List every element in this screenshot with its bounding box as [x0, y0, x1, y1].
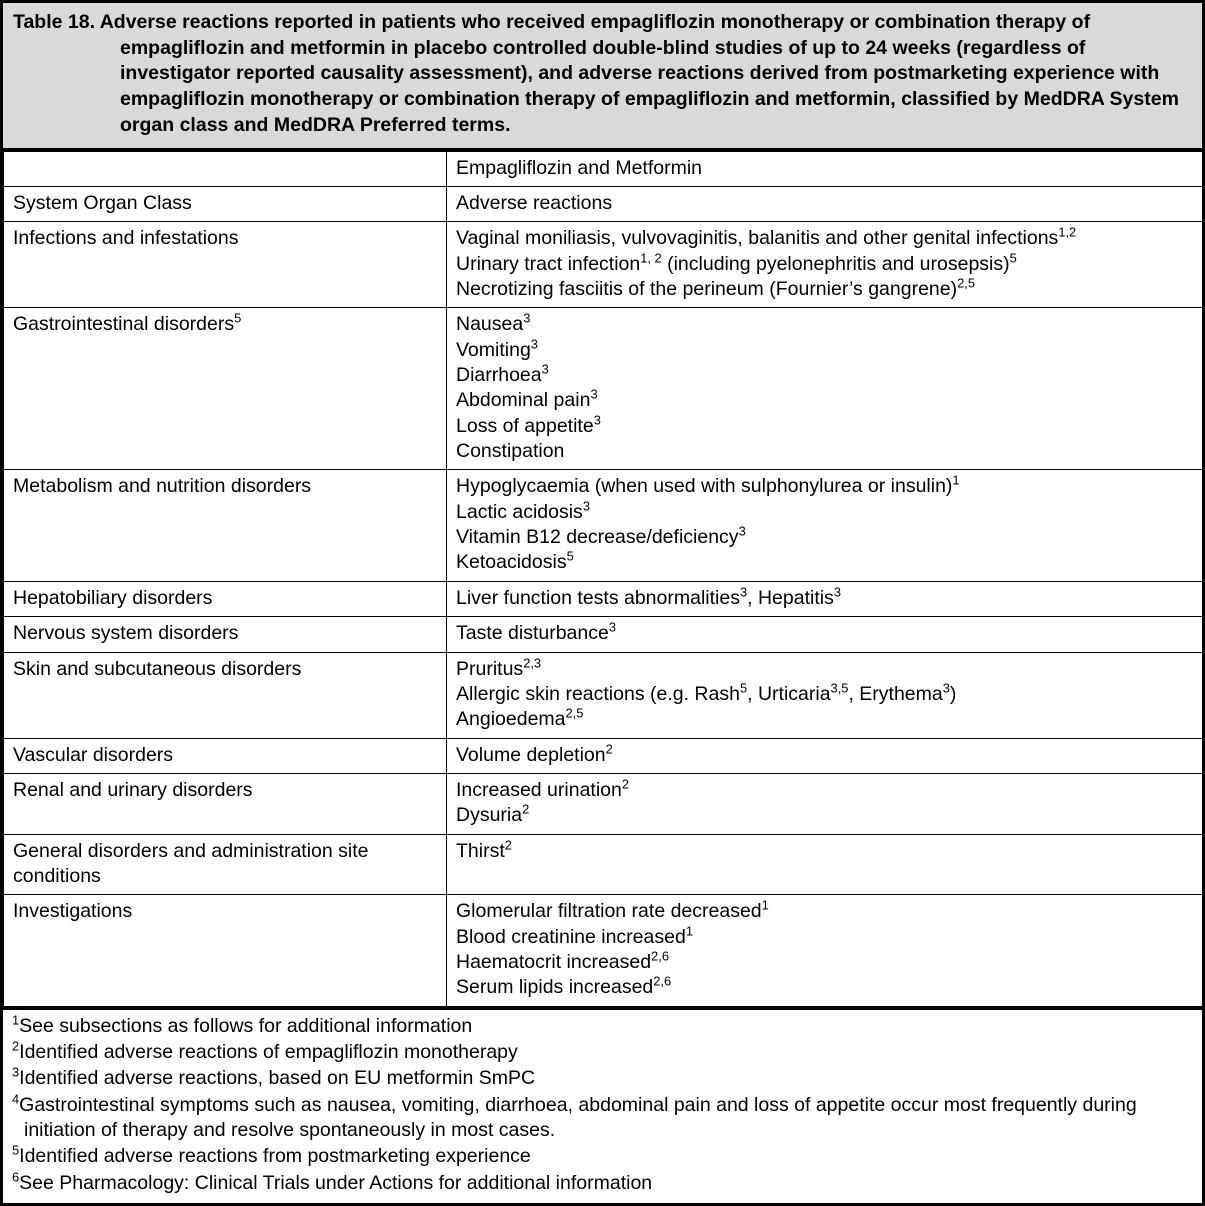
table-row: [4, 652, 1203, 738]
header-row-group: [4, 151, 1203, 186]
footnote-item: [12, 1040, 1192, 1065]
table-caption-body: Adverse reactions reported in patients who received empagliflozin monotherapy or combination therapy of empagliflozin and metformin in placebo controlled double-blind studies of up to 24 weeks (regardless of investigator reported causality assessment), and adverse reactions derived from postmarketing experience with empagliflozin monotherapy or combination therapy of empagliflozin and metformin, classified by MedDRA System organ class and MedDRA Preferred terms.: [99, 11, 1179, 136]
superscript-marker: 3: [833, 584, 841, 600]
adverse-reaction-item: Lactic acidosis$^3$: [456, 498, 590, 523]
header-system-organ-class: System Organ Class: [4, 187, 447, 222]
system-organ-class-label: Infections and infestations: [13, 227, 239, 250]
footnote-text: Gastrointestinal symptoms such as nausea, vomiting, diarrhoea, abdominal pain and loss of appetite occur most frequently during initiation of therapy and resolve spontaneously in most cases.: [19, 1093, 1137, 1142]
superscript-marker: 3: [541, 361, 549, 377]
superscript-marker: 5: [566, 548, 574, 564]
superscript-marker: 5: [739, 680, 748, 696]
adverse-reactions-cell: [447, 895, 1203, 1006]
superscript-marker: 3: [608, 619, 616, 635]
superscript-marker: 2,5: [957, 275, 975, 291]
adverse-reaction-item: Ketoacidosis$^5$: [456, 548, 574, 574]
superscript-marker: 3: [582, 498, 590, 514]
adverse-reaction-item: Abdominal pain$^3$: [456, 386, 598, 412]
adverse-reaction-item: Nausea$^3$: [456, 310, 531, 336]
system-organ-class-label: Vascular disorders: [13, 743, 174, 766]
table-row: [4, 581, 1203, 616]
system-organ-class-cell: [4, 222, 447, 308]
system-organ-class-label: Renal and urinary disorders: [13, 778, 253, 801]
table-caption-label: Table 18.: [13, 11, 96, 33]
footnote-text: Identified adverse reactions from postmarketing experience: [19, 1145, 531, 1168]
superscript-marker: 5: [12, 1142, 20, 1158]
adverse-reaction-item: Increased urination$^2$: [456, 776, 630, 801]
system-organ-class-cell: [4, 773, 447, 834]
footnote-item: [12, 1066, 1192, 1091]
table-head: [4, 151, 1203, 222]
adverse-reaction-item: Vitamin B12 decrease/deficiency$^3$: [456, 523, 746, 549]
table-row: [4, 470, 1203, 581]
superscript-marker: 3: [12, 1064, 20, 1080]
superscript-marker: 3: [738, 523, 746, 539]
superscript-marker: 2: [522, 801, 530, 817]
system-organ-class-label: Nervous system disorders: [13, 622, 239, 645]
header-group-title: Empagliflozin and Metformin: [447, 151, 1203, 186]
system-organ-class-cell: [4, 617, 447, 652]
superscript-marker: 6: [12, 1169, 20, 1185]
superscript-marker: 3,5: [830, 680, 849, 696]
system-organ-class-label: Hepatobiliary disorders: [13, 586, 213, 609]
adverse-reactions-cell: [447, 834, 1203, 895]
adverse-reaction-item: Loss of appetite$^3$: [456, 412, 601, 437]
adverse-reaction-item: Liver function tests abnormalities$^3$, Hepatitis$^3$: [456, 584, 841, 609]
superscript-marker: 5: [234, 310, 242, 326]
adverse-reactions-cell: [447, 652, 1203, 738]
adverse-reaction-item: Haematocrit increased$^{2,6}$: [456, 948, 669, 973]
footnote-text: See Pharmacology: Clinical Trials under Actions for additional information: [19, 1171, 653, 1194]
superscript-marker: 2,3: [523, 655, 542, 671]
superscript-marker: 2: [504, 837, 512, 853]
table-row: [4, 308, 1203, 470]
system-organ-class-cell: [4, 470, 447, 581]
system-organ-class-label: Skin and subcutaneous disorders: [13, 657, 302, 680]
adverse-reaction-item: Serum lipids increased$^{2,6}$: [456, 973, 672, 999]
adverse-reaction-item: Pruritus$^{2,3}$: [456, 655, 542, 680]
adverse-reactions-cell: [447, 222, 1203, 308]
adverse-reactions-cell: [447, 581, 1203, 616]
table-row: [4, 834, 1203, 895]
superscript-marker: 1, 2: [640, 250, 662, 266]
superscript-marker: 4: [12, 1091, 20, 1107]
table-row: [4, 895, 1203, 1006]
adverse-reaction-item: Glomerular filtration rate decreased$^1$: [456, 897, 769, 923]
adverse-reaction-item: Constipation: [456, 440, 565, 463]
adverse-reaction-item: Urinary tract infection$^{1, 2}$ (including pyelonephritis and urosepsis)$^5$: [456, 250, 1017, 275]
adverse-reaction-item: Blood creatinine increased$^1$: [456, 923, 693, 948]
system-organ-class-cell: [4, 895, 447, 1006]
footnote-text: Identified adverse reactions of empagliflozin monotherapy: [19, 1040, 518, 1063]
adverse-reaction-item: Volume depletion$^2$: [456, 741, 613, 766]
adverse-reaction-item: Vaginal moniliasis, vulvovaginitis, balanitis and other genital infections$^{1,2}$: [456, 224, 1077, 250]
adverse-reaction-item: Taste disturbance$^3$: [456, 619, 616, 645]
table-caption: [3, 3, 1202, 151]
adverse-reactions-table: [3, 151, 1203, 1007]
system-organ-class-cell: [4, 308, 447, 470]
adverse-reaction-item: Diarrhoea$^3$: [456, 361, 549, 387]
adverse-reaction-item: Hypoglycaemia (when used with sulphonylurea or insulin)$^1$: [456, 472, 960, 498]
system-organ-class-cell: [4, 652, 447, 738]
footnote-text: See subsections as follows for additional information: [19, 1014, 473, 1037]
superscript-marker: 3: [593, 412, 601, 428]
table-row: [4, 773, 1203, 834]
superscript-marker: 5: [1009, 250, 1017, 266]
superscript-marker: 2: [605, 741, 613, 757]
adverse-reactions-cell: [447, 470, 1203, 581]
superscript-marker: 1,2: [1058, 224, 1077, 240]
footnote-item: [12, 1171, 1192, 1196]
header-blank-cell: [4, 151, 447, 186]
header-adverse-reactions: Adverse reactions: [447, 187, 1203, 222]
superscript-marker: 2,6: [653, 973, 672, 989]
superscript-marker: 3: [523, 310, 531, 326]
superscript-marker: 2,5: [565, 705, 584, 721]
table-row: [4, 617, 1203, 652]
system-organ-class-label: Investigations: [13, 900, 133, 923]
superscript-marker: 3: [942, 680, 950, 696]
adverse-reaction-item: Allergic skin reactions (e.g. Rash$^5$, Urticaria$^{3,5}$, Erythema$^3$): [456, 680, 957, 705]
adverse-reaction-item: Dysuria$^2$: [456, 801, 530, 827]
adverse-reaction-item: Thirst$^2$: [456, 837, 512, 862]
system-organ-class-cell: [4, 738, 447, 773]
table-row: [4, 738, 1203, 773]
superscript-marker: 1: [685, 923, 693, 939]
adverse-reaction-item: Angioedema$^{2,5}$: [456, 705, 584, 731]
system-organ-class-cell: [4, 581, 447, 616]
superscript-marker: 3: [739, 584, 748, 600]
footnote-item: [12, 1014, 1192, 1039]
table-footnotes: [3, 1007, 1202, 1203]
system-organ-class-label: General disorders and administration site conditions: [13, 839, 369, 887]
superscript-marker: 3: [530, 336, 538, 352]
system-organ-class-cell: [4, 834, 447, 895]
adverse-reactions-cell: [447, 738, 1203, 773]
superscript-marker: 1: [761, 897, 769, 913]
footnote-item: [12, 1144, 1192, 1169]
table-caption-text: [13, 10, 1192, 139]
system-organ-class-label: Gastrointestinal disorders: [13, 313, 235, 336]
superscript-marker: 2,6: [651, 948, 669, 964]
adverse-reactions-cell: [447, 308, 1203, 470]
adverse-reaction-item: Necrotizing fasciitis of the perineum (Fournier’s gangrene)$^{2,5}$: [456, 275, 975, 301]
system-organ-class-label: Metabolism and nutrition disorders: [13, 475, 312, 498]
superscript-marker: 1: [952, 472, 960, 488]
footnote-text: Identified adverse reactions, based on EU metformin SmPC: [19, 1067, 536, 1090]
superscript-marker: 3: [590, 386, 598, 402]
superscript-marker: 2: [621, 776, 630, 792]
superscript-marker: 1: [12, 1012, 20, 1028]
table-body: [4, 222, 1203, 1006]
header-row-columns: [4, 187, 1203, 222]
superscript-marker: 2: [12, 1038, 20, 1054]
adverse-reactions-cell: [447, 773, 1203, 834]
footnote-item: [12, 1093, 1192, 1144]
table-row: [4, 222, 1203, 308]
adverse-reaction-item: Vomiting$^3$: [456, 336, 538, 361]
adverse-reactions-cell: [447, 617, 1203, 652]
